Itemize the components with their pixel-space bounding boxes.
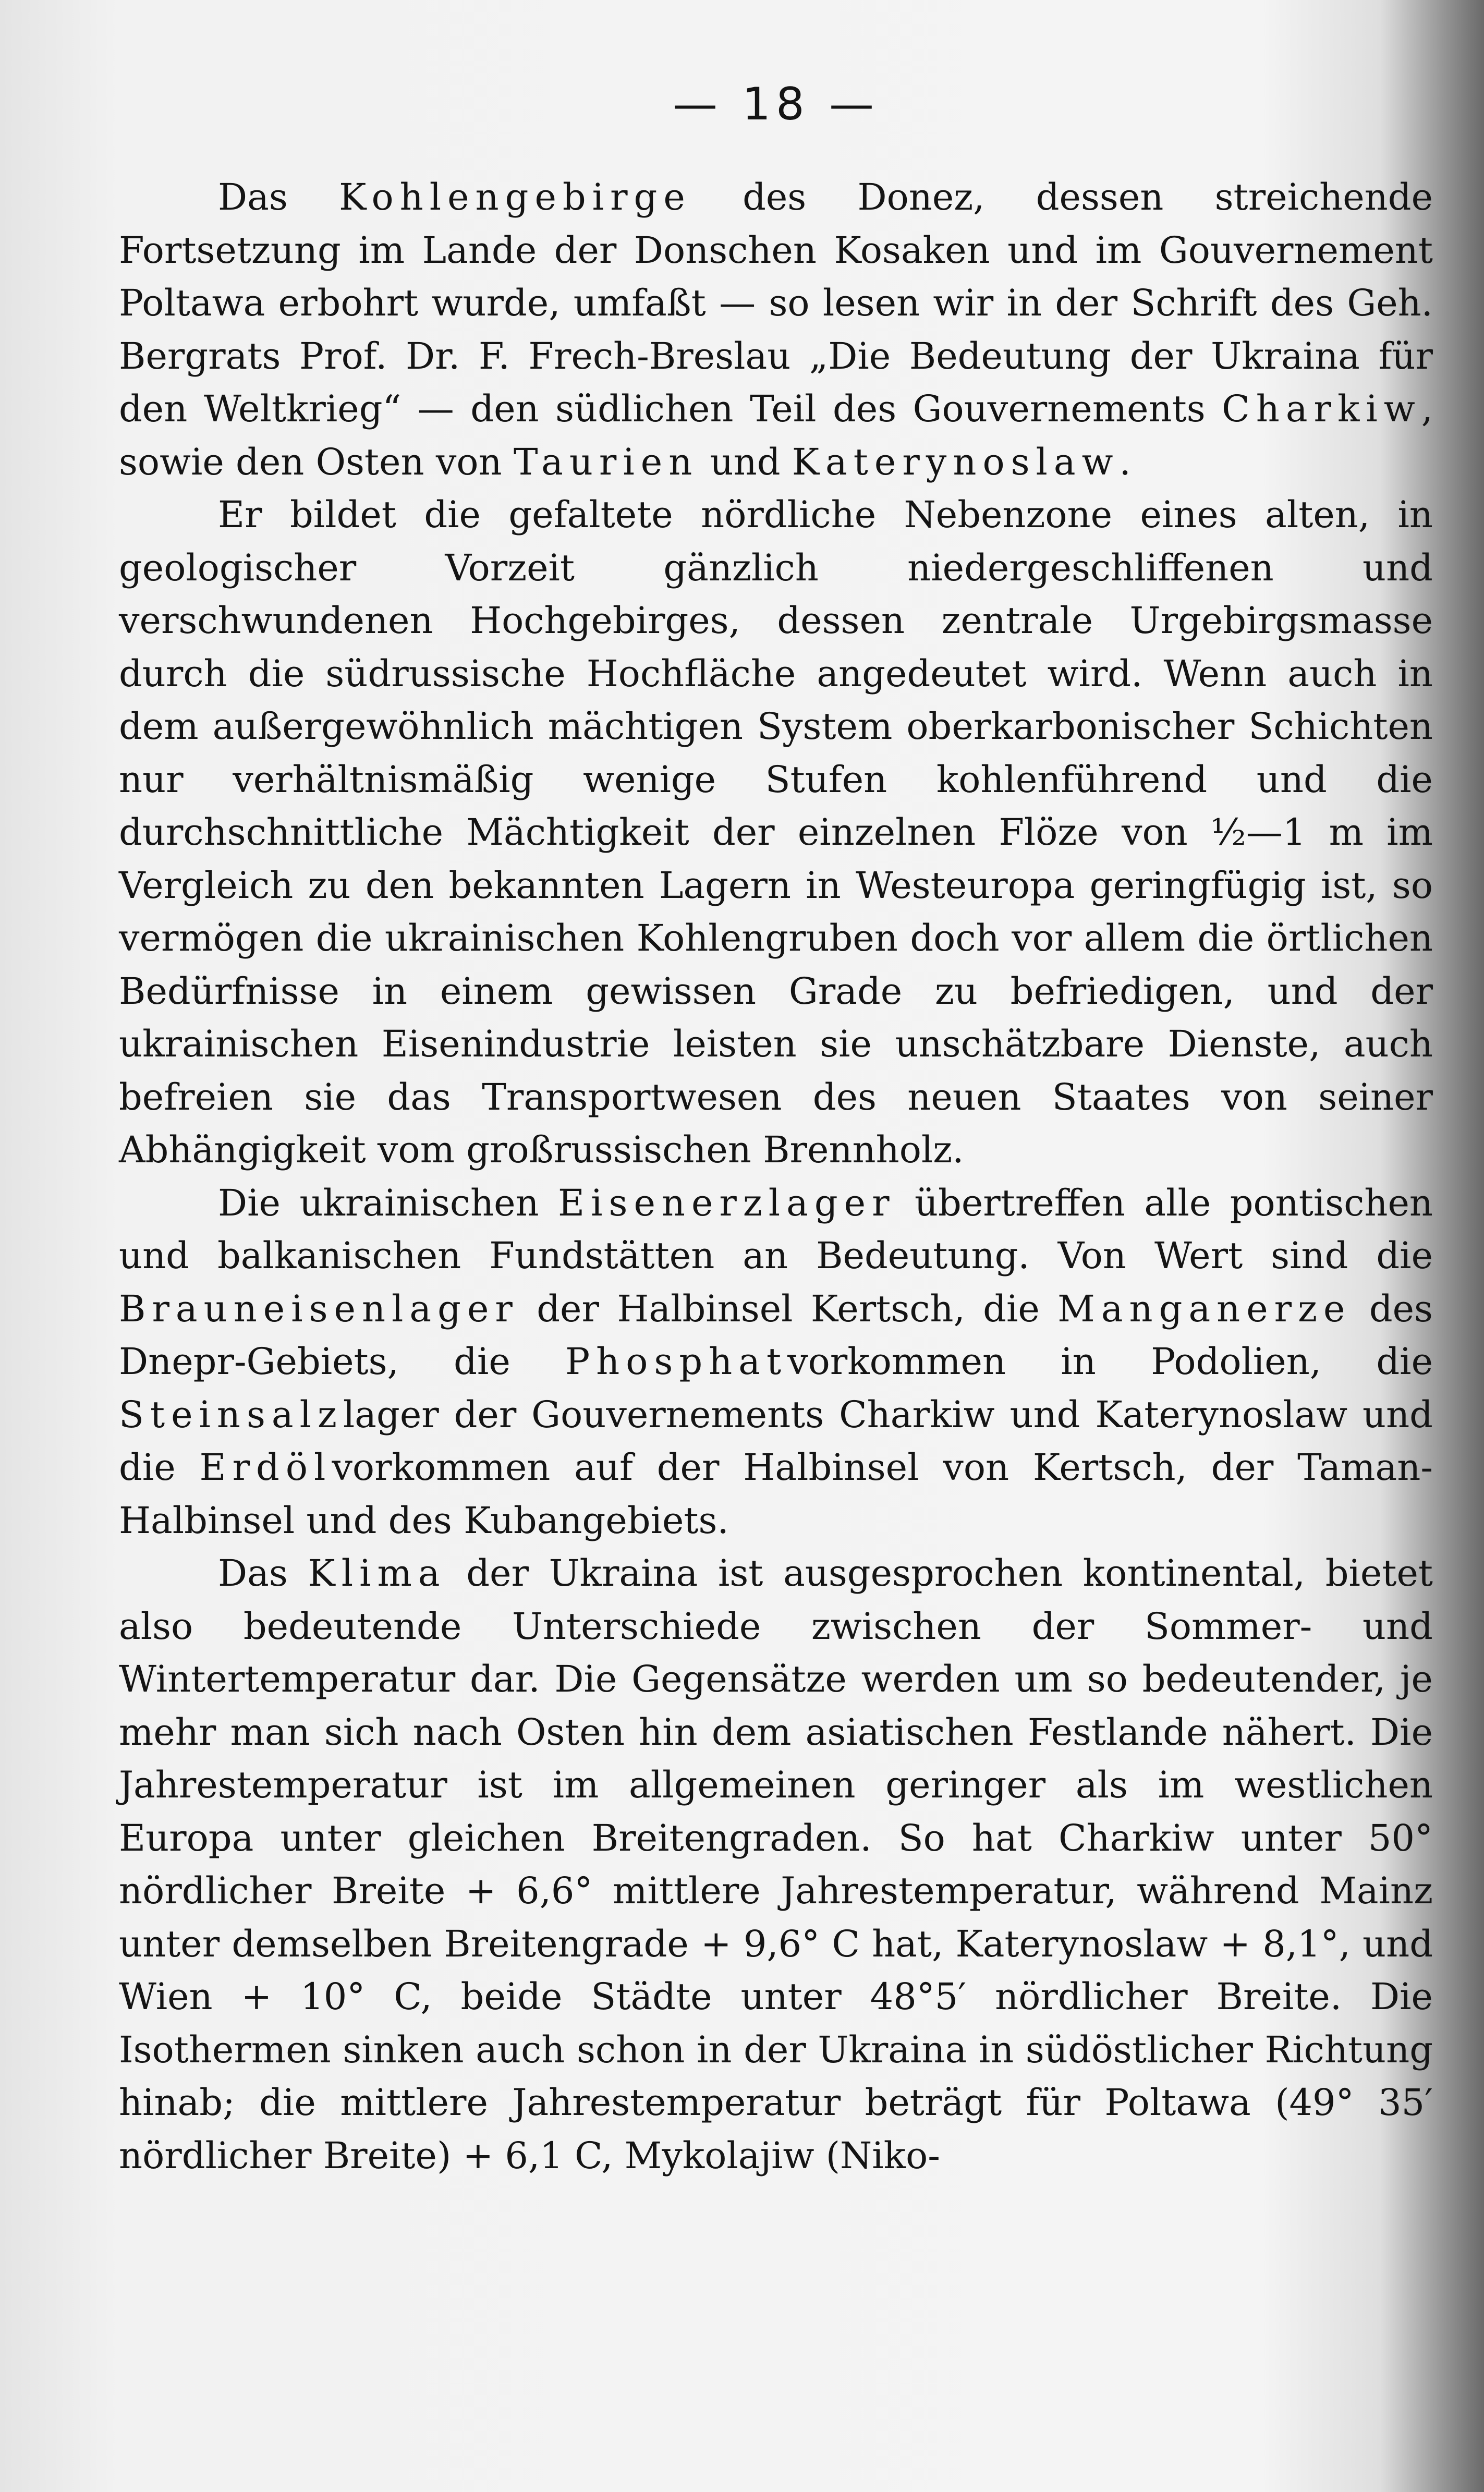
text-run: Er bildet die gefaltete nördliche Nebenzone eines alten, in geologischer Vorzeit gänzlich niedergeschliffenen und verschwundenen Hochgebirges, dessen zentrale Urgebirgsmasse durch die südrussische Hochfläche angedeutet wird. Wenn auch in dem außergewöhnlich mächtigen System oberkarbonischer Schichten nur verhältnismäßig wenige Stufen kohlenführend und die durchschnittliche Mächtigkeit der einzelnen Flöze von ½—1 m im Vergleich zu den bekannten Lagern in Westeuropa geringfügig ist, so vermögen die ukrainischen Kohlengruben doch vor allem die örtlichen Bedürfnisse in einem gewissen Grade zu befriedigen, und der ukrainischen Eisenindustrie leisten sie unschätzbare Dienste, auch befreien sie das Transportwesen des neuen Staates von seiner Abhängigkeit vom großrussischen Brennholz. [119,493,1433,1171]
text-run: vorkommen auf der Halbinsel von Kertsch, der Taman-Halbinsel und des Kubangebiets. [119,1446,1433,1542]
spaced-term: Brauneisenlager [119,1287,519,1330]
text-run: des Dnepr-Gebiets, die [119,1287,1433,1383]
page-number: — 18 — [672,78,880,130]
text-run: vorkommen in Podolien, die [787,1340,1433,1383]
spaced-term: Katerynoslaw [792,440,1120,483]
text-run: lager der Gouvernements Charkiw und Katerynoslaw und die [119,1393,1433,1489]
paragraph-geology [119,489,1433,1177]
text-run: der Ukraina ist ausgesprochen kontinental, bietet also bedeutende Unterschiede zwischen der Sommer- und Wintertemperatur dar. Die Gegensätze werden um so bedeutender, je mehr man sich nach Osten hin dem asiatischen Festlande nähert. Die Jahrestemperatur ist im allgemeinen geringer als im westlichen Europa unter gleichen Breitengraden. So hat Charkiw unter 50° nördlicher Breite + 6,6° mittlere Jahrestemperatur, während Mainz unter demselben Breitengrade + 9,6° C hat, Katerynoslaw + 8,1°, und Wien + 10° C, beide Städte unter 48°5′ nördlicher Breite. Die Isothermen sinken auch schon in der Ukraina in südöstlicher Richtung hinab; die mittlere Jahrestemperatur beträgt für Poltawa (49° 35′ nördlicher Breite) + 6,1 C, Mykolajiw (Niko- [119,1552,1433,2177]
spaced-term: Kohlengebirge [339,176,691,218]
text-run: übertreffen alle pontischen und balkanischen Fundstätten an Bedeutung. Von Wert sind die [119,1181,1433,1277]
spaced-term: Erdöl [199,1446,332,1489]
spaced-term: Taurien [513,440,699,483]
page-text [119,78,1433,2182]
text-run: Das [218,1552,308,1595]
text-run: , sowie den Osten von [119,387,1433,483]
spaced-term: Klima [308,1552,446,1595]
paragraph-coal [119,171,1433,489]
spaced-term: Charkiw [1222,387,1421,430]
spaced-term: Manganerze [1057,1287,1352,1330]
spaced-term: Steinsalz [119,1393,343,1436]
text-run: der Halbinsel Kertsch, die [518,1287,1058,1330]
body-text [119,171,1433,2182]
text-run: des Donez, dessen streichende Fortsetzung im Lande der Donschen Kosaken und im Gouvernement Poltawa erbohrt wurde, umfaßt — so lesen wir in der Schrift des Geh. Bergrats Prof. Dr. F. Frech-Breslau „Die Bedeutung der Ukraina für den Weltkrieg“ — den südlichen Teil des Gouvernements [119,176,1433,430]
text-run: und [698,440,792,483]
spaced-term: Phosphat [565,1340,788,1383]
text-run: Das [218,176,339,218]
paragraph-climate [119,1547,1433,2182]
text-run: . [1119,440,1131,483]
paragraph-ores [119,1177,1433,1548]
text-run: Die ukrainischen [218,1181,558,1224]
spaced-term: Eisenerzlager [558,1181,896,1224]
